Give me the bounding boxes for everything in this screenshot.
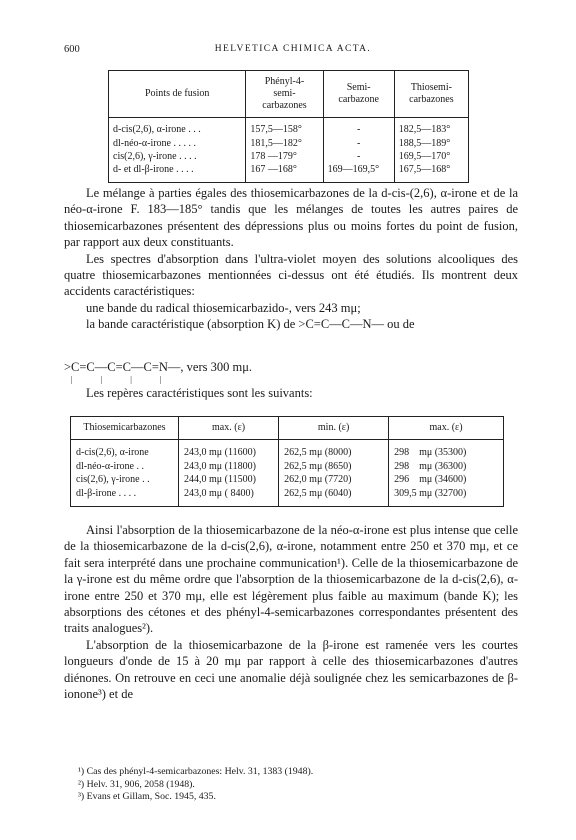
footnotes — [78, 766, 313, 804]
table2-header: Thiosemicarbazones — [71, 417, 179, 440]
table1-header: Points de fusion — [109, 71, 246, 118]
table-cell: - — [323, 136, 394, 149]
table1-header: Thiosemi- carbazones — [394, 71, 468, 118]
footnote: ¹) Cas des phényl-4-semicarbazones: Helv. 31, 1383 (1948). — [78, 766, 314, 777]
body-text-lower — [64, 522, 518, 702]
table-row — [109, 118, 469, 137]
table-cell: 262,0 mμ (7720) — [279, 473, 389, 487]
table-cell: 188,5—189° — [394, 136, 468, 149]
table-row — [71, 487, 504, 507]
table-cell: 181,5—182° — [246, 136, 323, 149]
absorption-table — [70, 416, 504, 507]
table-cell: dl-β-irone . . . . — [71, 487, 179, 507]
footnote: ³) Evans et Gillam, Soc. 1945, 435. — [78, 791, 216, 802]
body-text-upper — [64, 185, 518, 333]
paragraph: Ainsi l'absorption de la thiosemicarbazone de la néo-α-irone est plus intense que celle de la thiosemicarbazone de la d-cis(2,6), α-irone, notamment entre 250 et 370 mμ, et ce fait sera interprété dans une prochaine communication¹). Celle de la thiosemicarbazone de la γ-irone est du même ordre que l'absorption de la thiosemicarbazone de la d-cis(2,6), α-irone entre 250 et 370 mμ, elle est légèrement plus faible au maximum (bande K); les absorptions des cétones et des phényl-4-semicarbazones correspondantes présentent des traits analogues²). — [64, 523, 518, 636]
paragraph: L'absorption de la thiosemicarbazone de la β-irone est ramenée vers les courtes longueurs d'onde de 15 à 20 mμ par rapport à celle des thiosemicarbazones d'autres diénones. On retrouve en ceci une anomalie déjà soulignée chez les semicarbazones de β-ionone³) et de — [64, 637, 518, 702]
table-cell: 178 —179° — [246, 150, 323, 163]
table-cell: d- et dl-β-irone . . . . — [109, 163, 246, 182]
table-cell: cis(2,6), γ-irone . . — [71, 473, 179, 487]
table-cell: dl-néo-α-irone . . — [71, 460, 179, 474]
table-cell: 169—169,5° — [323, 163, 394, 182]
table-cell: 262,5 mμ (8650) — [279, 460, 389, 474]
table-cell: 309,5 mμ (32700) — [389, 487, 504, 507]
table-row — [109, 150, 469, 163]
chemical-formula: >C=C—C=C—C=N—, vers 300 mμ. — [64, 360, 253, 374]
page-number: 600 — [64, 44, 80, 55]
table2-header: max. (ε) — [178, 417, 278, 440]
text-line: Les repères caractéristiques sont les suivants: — [86, 386, 313, 400]
table2-header: min. (ε) — [279, 417, 389, 440]
running-header — [64, 44, 522, 58]
paragraph: Les spectres d'absorption dans l'ultra-violet moyen des solutions alcooliques des quatre thiosemicarbazones mentionnées ci-dessus ont été étudiés. Ils montrent deux accidents caractéristiques: — [64, 251, 518, 299]
journal-title: HELVETICA CHIMICA ACTA. — [214, 44, 372, 54]
table-row — [71, 473, 504, 487]
table-row — [71, 440, 504, 460]
body-text-caption — [64, 385, 518, 401]
table-cell: 157,5—158° — [246, 118, 323, 137]
table-cell: 169,5—170° — [394, 150, 468, 163]
table2-header: max. (ε) — [389, 417, 504, 440]
table-cell: - — [323, 118, 394, 137]
table-cell: d-cis(2,6), α-irone . . . — [109, 118, 246, 137]
table-cell: 167 —168° — [246, 163, 323, 182]
table-cell: 244,0 mμ (11500) — [178, 473, 278, 487]
paragraph: Le mélange à parties égales des thiosemicarbazones de la d-cis-(2,6), α-irone et de la néo-α-irone F. 183—185° tandis que les mélanges de toutes les autres paires de thiosemicarbazones présentent des dépressions plus ou moins fortes du point de fusion, par rapport aux deux constituants. — [64, 186, 518, 250]
table-cell: 296 mμ (34600) — [389, 473, 504, 487]
table-row — [109, 163, 469, 182]
table-cell: d-cis(2,6), α-irone — [71, 440, 179, 460]
table-cell: 262,5 mμ (6040) — [279, 487, 389, 507]
text-line: une bande du radical thiosemicarbazido-, vers 243 mμ; — [86, 300, 361, 315]
table-cell: cis(2,6), γ-irone . . . . — [109, 150, 246, 163]
melting-points-table — [108, 70, 469, 183]
table-cell: 262,5 mμ (8000) — [279, 440, 389, 460]
table-cell: 243,0 mμ ( 8400) — [178, 487, 278, 507]
table1-header: Semi- carbazone — [323, 71, 394, 118]
table-cell: 243,0 mμ (11800) — [178, 460, 278, 474]
table-cell: 243,0 mμ (11600) — [178, 440, 278, 460]
table-cell: dl-néo-α-irone . . . . . — [109, 136, 246, 149]
table-row — [109, 136, 469, 149]
text-line: la bande caractéristique (absorption K) de >C=C—C—N— ou de — [86, 317, 415, 332]
footnote: ²) Helv. 31, 906, 2058 (1948). — [78, 778, 195, 790]
formula-bond-marks: | | | | — [71, 375, 175, 384]
table-cell: 167,5—168° — [394, 163, 468, 182]
table1-header: Phényl-4- semi- carbazones — [246, 71, 323, 118]
table-row — [71, 460, 504, 474]
table-cell: 182,5—183° — [394, 118, 468, 137]
table-cell: - — [323, 150, 394, 163]
table-cell: 298 mμ (35300) — [389, 440, 504, 460]
table-cell: 298 mμ (36300) — [389, 460, 504, 474]
